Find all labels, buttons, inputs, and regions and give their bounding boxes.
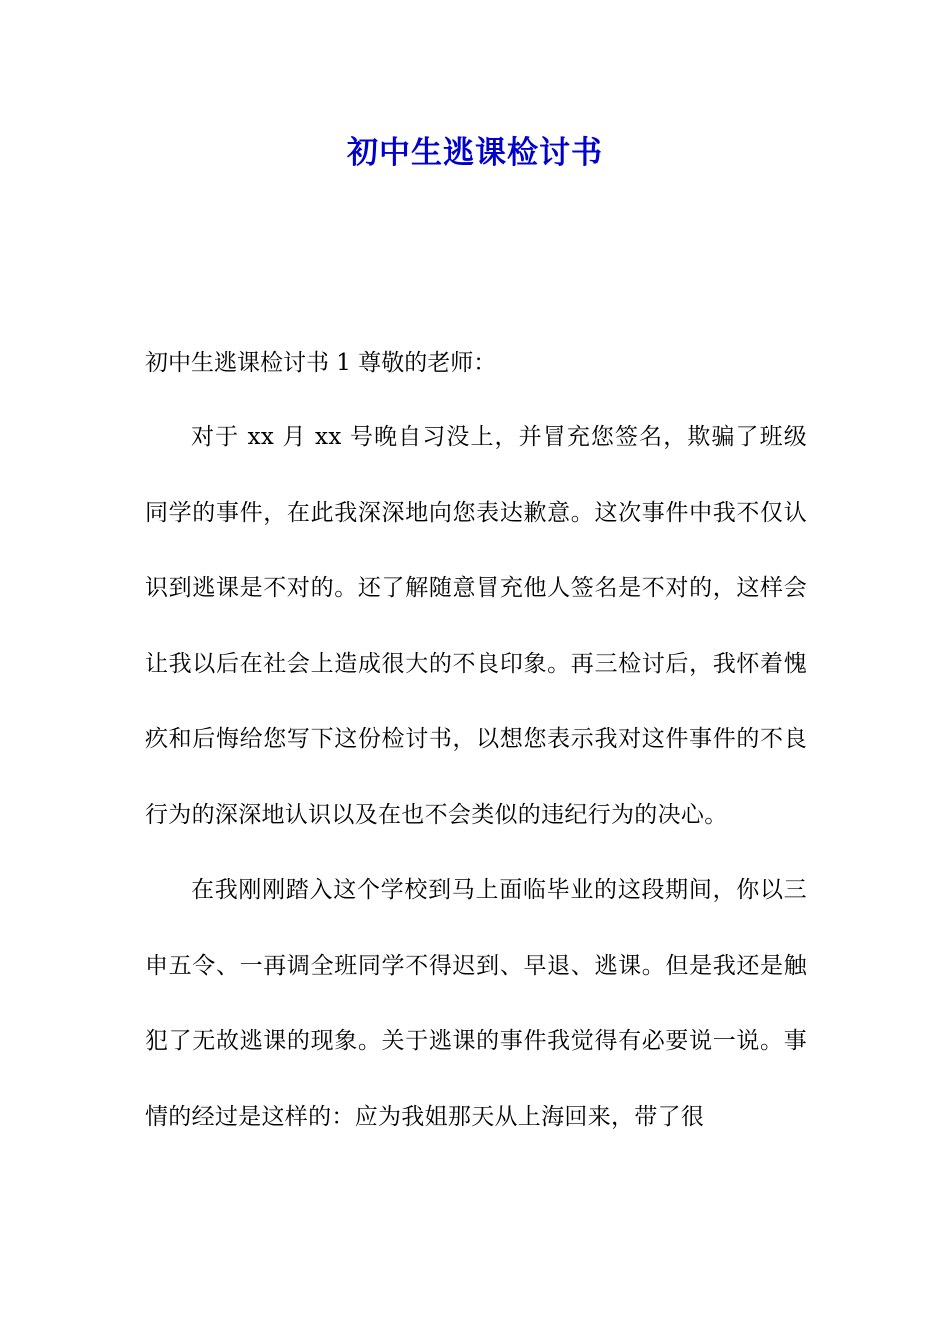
paragraph-1: 对于 xx 月 xx 号晚自习没上，并冒充您签名，欺骗了班级同学的事件，在此我深深地向您表达歉意。这次事件中我不仅认识到逃课是不对的。还了解随意冒充他人签名是不对的，这样会让我以后在社会上造成很大的不良印象。再三检讨后，我怀着愧疚和后悔给您写下这份检讨书，以想您表示我对这件事件的不良行为的深深地认识以及在也不会类似的违纪行为的决心。 [145, 424, 807, 828]
paragraph-2: 在我刚刚踏入这个学校到马上面临毕业的这段期间，你以三申五令、一再调全班同学不得迟到、早退、逃课。但是我还是触犯了无故逃课的现象。关于逃课的事件我觉得有必要说一说。事情的经过是这样的：应为我姐那天从上海回来，带了很 [145, 877, 807, 1130]
greeting-line: 初中生逃课检讨书 1 尊敬的老师： [145, 350, 497, 376]
document-body [145, 338, 807, 1155]
document-title: 初中生逃课检讨书 [347, 135, 603, 171]
